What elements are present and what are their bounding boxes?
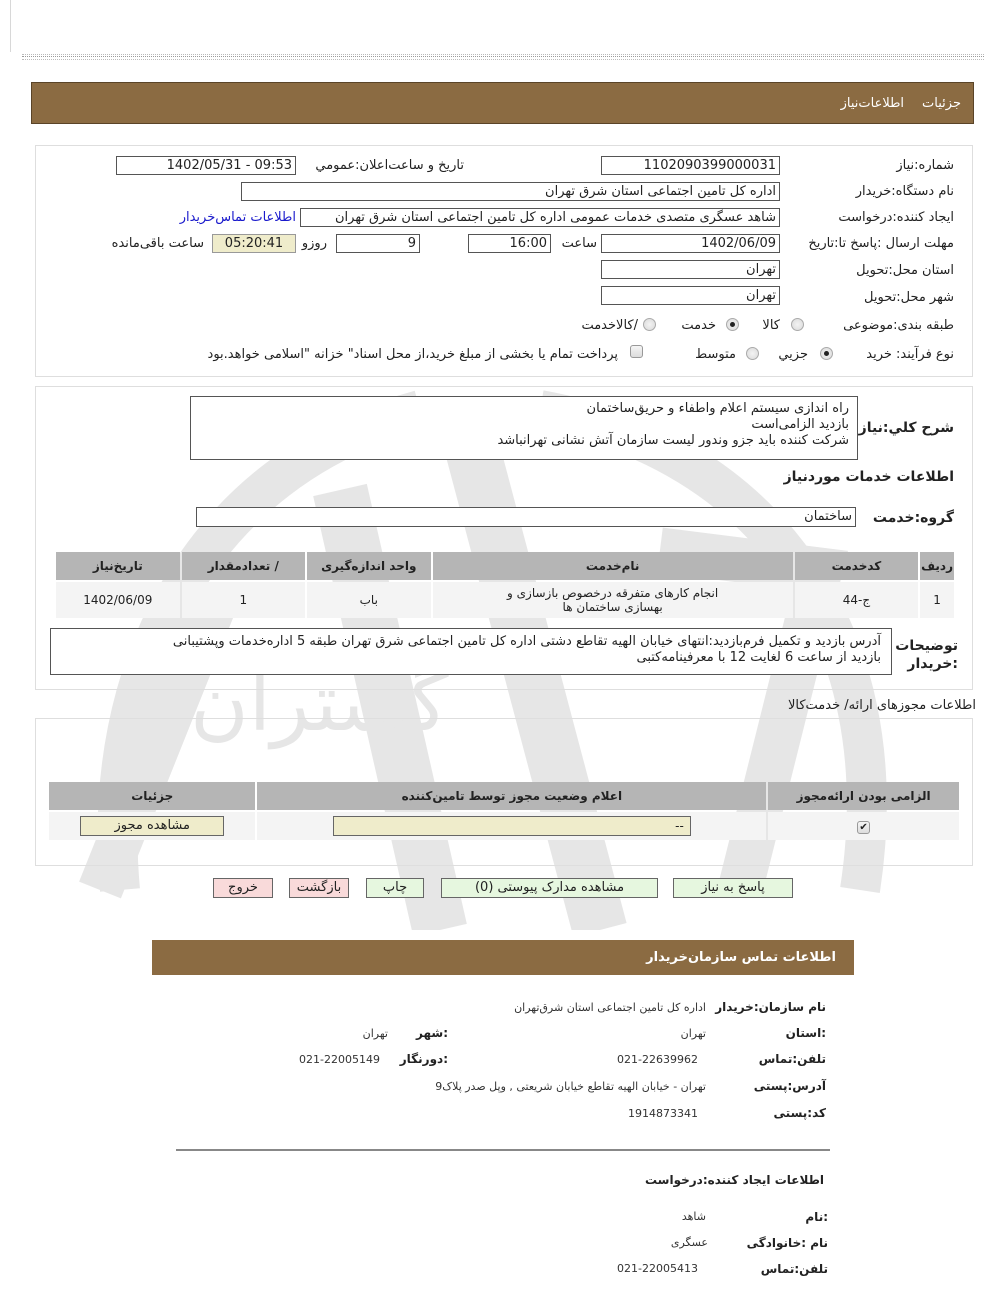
announce-label: تاریخ و ساعت‌اعلان:عمومي [315,158,464,173]
exit-button[interactable]: خروج [213,878,273,898]
process-option-medium: متوسط [695,347,736,362]
buyer-field: اداره کل تامین اجتماعی استان شرق تهران [241,182,780,201]
permit-required-checkbox[interactable]: ✔ [857,821,870,834]
table-header-row [49,782,959,810]
summary-label: شرح کلي:نیاز [858,420,954,436]
left-rule [10,0,11,52]
table-row [56,582,954,618]
announce-field: 1402/05/31 - 09:53 [116,156,296,175]
address-value: تهران - خیابان الهیه تقاطع خیابان شریعتی , وپل صدر پلاک9 [435,1080,706,1093]
creator-phone-value: 021-22005413 [617,1262,698,1275]
creator-phone-label: تلفن:تماس [760,1262,828,1276]
org-value: اداره کل تامین اجتماعی استان شرق‌تهران [514,1001,706,1014]
province-field: تهران [601,260,780,279]
city-field: تهران [601,286,780,305]
category-option-service: خدمت [681,318,716,333]
need-number-field: 1102090399000031 [601,156,780,175]
back-button[interactable]: بازگشت [289,878,349,898]
buyer-notes-box [50,628,892,675]
services-heading: اطلاعات خدمات موردنیاز [783,469,954,485]
phone-contact-label: تلفن:تماس [758,1052,826,1066]
address-label: آدرس:پستی [753,1079,826,1093]
need-info-panel [35,145,973,377]
category-radio-goods-service[interactable] [643,318,656,331]
category-radio-service[interactable] [726,318,739,331]
creator-contact-title: اطلاعات ایجاد کننده:درخواست [644,1173,824,1187]
creator-label: ایجاد کننده:درخواست [838,210,954,225]
creator-family-value: عسگری [670,1236,708,1249]
province-contact-label: :استان [785,1026,826,1040]
city-label: شهر محل:تحویل [864,290,954,305]
category-radio-goods[interactable] [791,318,804,331]
col-permit-details: جزئیات [49,782,255,810]
org-label: نام سازمان:خریدار [715,1000,826,1014]
table-row [49,812,959,840]
permits-heading: اطلاعات مجوزهای ارائه/ خدمت‌کالا [787,698,976,713]
remaining-timer: 05:20:41 [212,234,296,253]
cell-permit-details [49,812,255,840]
creator-field: شاهد عسگری متصدی خدمات عمومی اداره کل تامین اجتماعی استان شرق تهران [300,208,780,227]
col-row: ردیف [920,552,954,580]
header-bar [31,82,974,124]
remaining-label: ساعت باقی‌مانده [111,236,204,251]
need-number-label: شماره:نیاز [896,158,954,173]
buyer-notes-line: بازدید از ساعت 6 لغایت 12 با معرفینامه‌کتبی [636,650,881,665]
col-permit-required: الزامی بودن ارائه‌مجوز [768,782,959,810]
postal-value: 1914873341 [628,1107,698,1120]
buyer-contact-link[interactable]: اطلاعات تماس‌خریدار [179,210,296,225]
summary-description [190,396,858,460]
cell-quantity: 1 [182,582,305,618]
city-contact-value: تهران [362,1027,388,1040]
fax-value: 021-22005149 [299,1053,380,1066]
city-contact-label: :شهر [416,1026,448,1040]
col-permit-status: اعلام وضعیت مجوز توسط تامین‌کننده [257,782,766,810]
fax-label: :دورنگار [399,1052,448,1066]
permits-table [47,780,961,842]
cell-unit: باب [307,582,430,618]
col-service-name: نام‌خدمت [433,552,793,580]
section-divider [176,1149,830,1151]
category-option-goods: کالا [762,318,780,333]
buyer-label: نام دستگاه:خریدار [855,184,954,199]
creator-name-label: :نام [805,1210,828,1224]
reply-button[interactable]: پاسخ به نیاز [673,878,793,898]
col-quantity: / تعدادمقدار [182,552,305,580]
buyer-contact-title: اطلاعات تماس سازمان‌خریدار [152,940,854,975]
buyer-notes-line: آدرس بازدید و تکمیل فرم‌بازدید:انتهای خیابان الهیه تقاطع دشتی اداره کل تامین اجتماعی شرق تهران طبقه 5 اداره‌خدمات وپشتیبانی [172,634,881,649]
treasury-text: پرداخت تمام یا بخشی از مبلغ خرید،از محل اسناد" خزانه "اسلامی خواهد.بود [207,347,618,362]
col-service-code: کدخدمت [795,552,918,580]
postal-label: کد:پستی [773,1106,826,1120]
top-divider [22,54,984,60]
days-field: 9 [336,234,420,253]
buyer-notes-label: توضیحات :خریدار [895,638,958,672]
category-option-goods-service: /کالاخدمت [581,318,638,333]
col-unit: واحد اندازه‌گیری [307,552,430,580]
cell-need-date: 1402/06/09 [56,582,180,618]
tab-need-info[interactable]: اطلاعات‌نیاز [840,95,905,111]
deadline-date-field: 1402/06/09 [601,234,780,253]
view-permit-button[interactable]: مشاهده مجوز [80,816,224,836]
process-radio-medium[interactable] [746,347,759,360]
cell-row: 1 [920,582,954,618]
cell-service-code: ج-44 [795,582,918,618]
process-radio-minor[interactable] [820,347,833,360]
summary-line: شرکت کننده باید جزو وندور لیست سازمان آتش نشانی تهرانباشد [497,433,849,448]
days-label: روزو [301,236,327,251]
cell-permit-required [768,812,959,840]
permit-status-field: -- [333,816,691,836]
category-label: طبقه بندی:موضوعی [843,318,954,333]
creator-family-label: نام :خانوادگی [746,1236,828,1250]
view-attachments-button[interactable]: مشاهده مدارک پیوستی (0) [441,878,658,898]
province-contact-value: تهران [680,1027,706,1040]
process-option-minor: جزيي [778,347,808,362]
deadline-time-field: 16:00 [468,234,551,253]
creator-name-value: شاهد [681,1210,706,1223]
phone-contact-value: 021-22639962 [617,1053,698,1066]
group-label: گروه:خدمت [872,510,954,526]
col-need-date: تاریخ‌نیاز [56,552,180,580]
group-field: ساختمان [196,507,856,527]
cell-permit-status [257,812,766,840]
summary-line: بازدید الزامی‌است [751,417,849,432]
province-label: استان محل:تحویل [856,263,954,278]
tab-details[interactable]: جزئیات [922,95,961,111]
print-button[interactable]: چاپ [366,878,424,898]
treasury-checkbox[interactable] [630,345,643,358]
services-table [54,550,956,620]
table-header-row [56,552,954,580]
svg-text:گستران: گستران [190,656,449,749]
summary-line: راه اندازی سیستم اعلام واطفاء و حریق‌ساختمان [586,401,849,416]
deadline-label: مهلت ارسال :پاسخ تا:تاریخ [808,236,954,251]
deadline-time-label: ساعت [561,236,597,251]
cell-service-name: انجام کارهای متفرقه درخصوص بازسازی و بهسازی ساختمان ها [433,582,793,618]
process-label: نوع فرآیند: خرید [866,347,954,362]
